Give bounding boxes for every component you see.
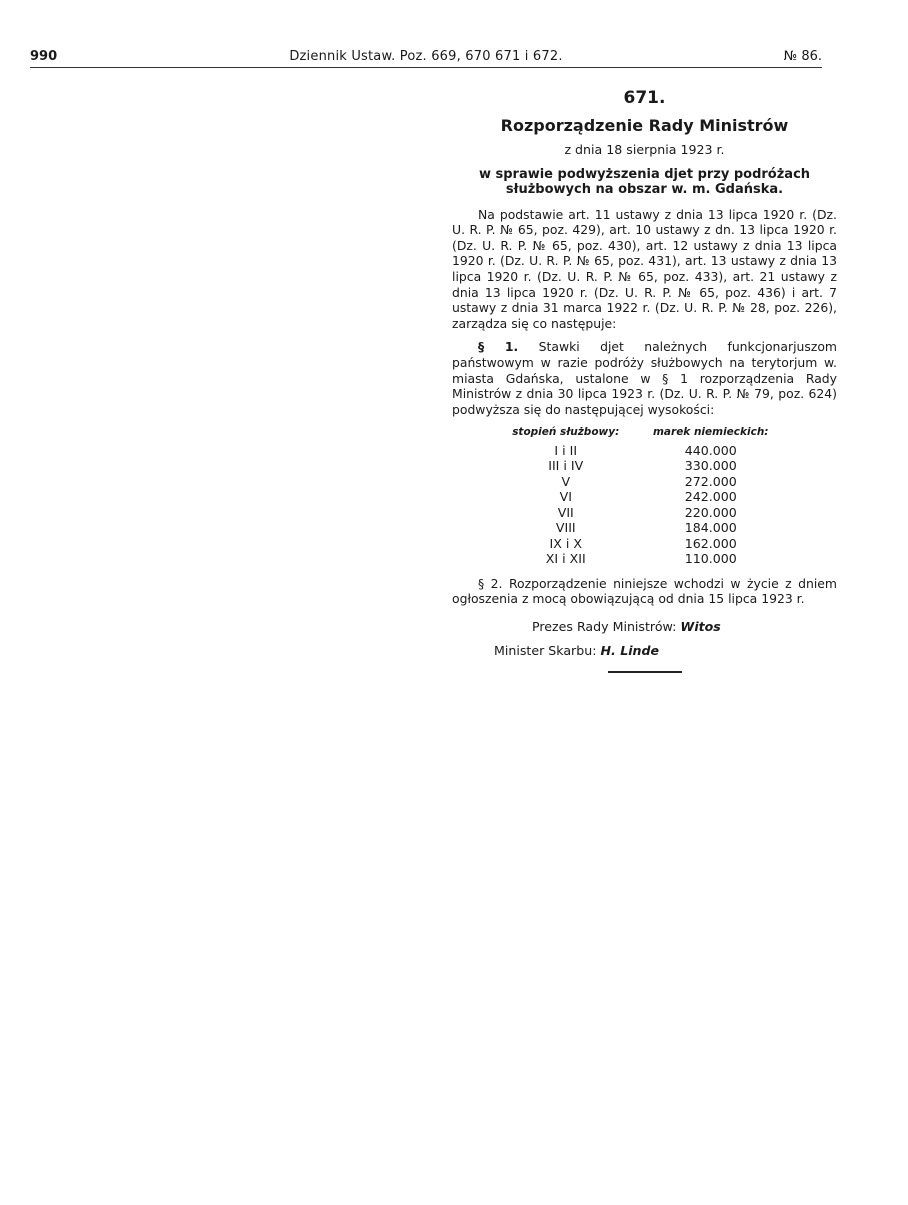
table-row (496, 505, 786, 521)
table-row (496, 551, 786, 567)
grade-cell: VII (557, 504, 574, 520)
issue-number: № 86. (783, 49, 822, 64)
journal-title: Dziennik Ustaw. Poz. 669, 670 671 i 672. (289, 49, 563, 64)
amount-cell: 440.000 (684, 442, 737, 458)
signature-role: Minister Skarbu: (494, 643, 597, 658)
table-row (496, 536, 786, 552)
section-1-text: Stawki djet należnych funkcjonarjuszom państwowym w razie podróży służbowych na terytorjum w. miasta Gdańska, ustalone w § 1 rozporządzenia Rady Ministrów z dnia 30 lipca 1923 r. (Dz. U. R. P. № 79, poz. 624) podwyższa się do następującej wysokości: (452, 339, 837, 417)
header-rule (30, 67, 822, 68)
amount-cell: 272.000 (684, 473, 737, 489)
page-number: 990 (30, 49, 58, 64)
section-1 (452, 339, 837, 417)
section-2 (452, 576, 837, 607)
section-1-label: § 1. (478, 339, 519, 355)
grade-header: stopień służbowy: (512, 426, 620, 439)
amount-cell: 184.000 (684, 520, 737, 536)
table-row (496, 474, 786, 490)
running-header (30, 48, 822, 70)
amount-header: marek niemieckich: (652, 426, 769, 439)
amount-cell: 110.000 (684, 551, 737, 567)
table-row (496, 458, 786, 474)
act-column (452, 88, 837, 673)
grade-cell: VIII (555, 520, 576, 536)
grade-cell: XI i XII (545, 551, 586, 567)
grade-cell: III i IV (548, 458, 584, 474)
act-subject: w sprawie podwyższenia djet przy podróżach służbowych na obszar w. m. Gdańska. (478, 166, 811, 197)
signature-name: Witos (680, 619, 721, 634)
table-row (496, 489, 786, 505)
section-2-text: Rozporządzenie niniejsze wchodzi w życie z dniem ogłoszenia z mocą obowiązującą od dnia 15 lipca 1923 r. (452, 575, 837, 607)
signature-finance-minister (452, 641, 837, 661)
grade-cell: IX i X (549, 535, 582, 551)
act-date: z dnia 18 sierpnia 1923 r. (564, 142, 725, 157)
table-row (496, 520, 786, 536)
amount-cell: 220.000 (684, 504, 737, 520)
grade-cell: I i II (554, 442, 578, 458)
grade-cell: VI (559, 489, 572, 505)
signature-name: H. Linde (600, 643, 660, 658)
rates-table (496, 425, 786, 567)
grade-cell: V (561, 473, 571, 489)
end-rule (608, 671, 682, 673)
section-2-label: § 2. (478, 575, 503, 591)
preamble: Na podstawie art. 11 ustawy z dnia 13 lipca 1920 r. (Dz. U. R. P. № 65, poz. 429), art. 10 ustawy z dn. 13 lipca 1920 r. (Dz. U. R. P. № 65, poz. 430), art. 12 ustawy z dnia 13 lipca 1920 r. (Dz. U. R. P. № 65, poz. 431), art. 13 ustawy z dnia 13 lipca 1920 r. (Dz. U. R. P. № 65, poz. 433), art. 21 ustawy z dnia 13 lipca 1920 r. (Dz. U. R. P. № 65, poz. 436) i art. 7 ustawy z dnia 31 marca 1922 r. (Dz. U. R. P. № 28, poz. 226), zarządza się co następuje: (452, 206, 837, 331)
amount-cell: 330.000 (684, 458, 737, 474)
act-number: 671. (623, 88, 666, 108)
amount-cell: 242.000 (684, 489, 737, 505)
table-header-row (496, 425, 786, 443)
act-title: Rozporządzenie Rady Ministrów (500, 116, 789, 135)
amount-cell: 162.000 (684, 535, 737, 551)
signature-role: Prezes Rady Ministrów: (532, 619, 677, 634)
table-row (496, 443, 786, 459)
signature-prime-minister (452, 617, 837, 637)
